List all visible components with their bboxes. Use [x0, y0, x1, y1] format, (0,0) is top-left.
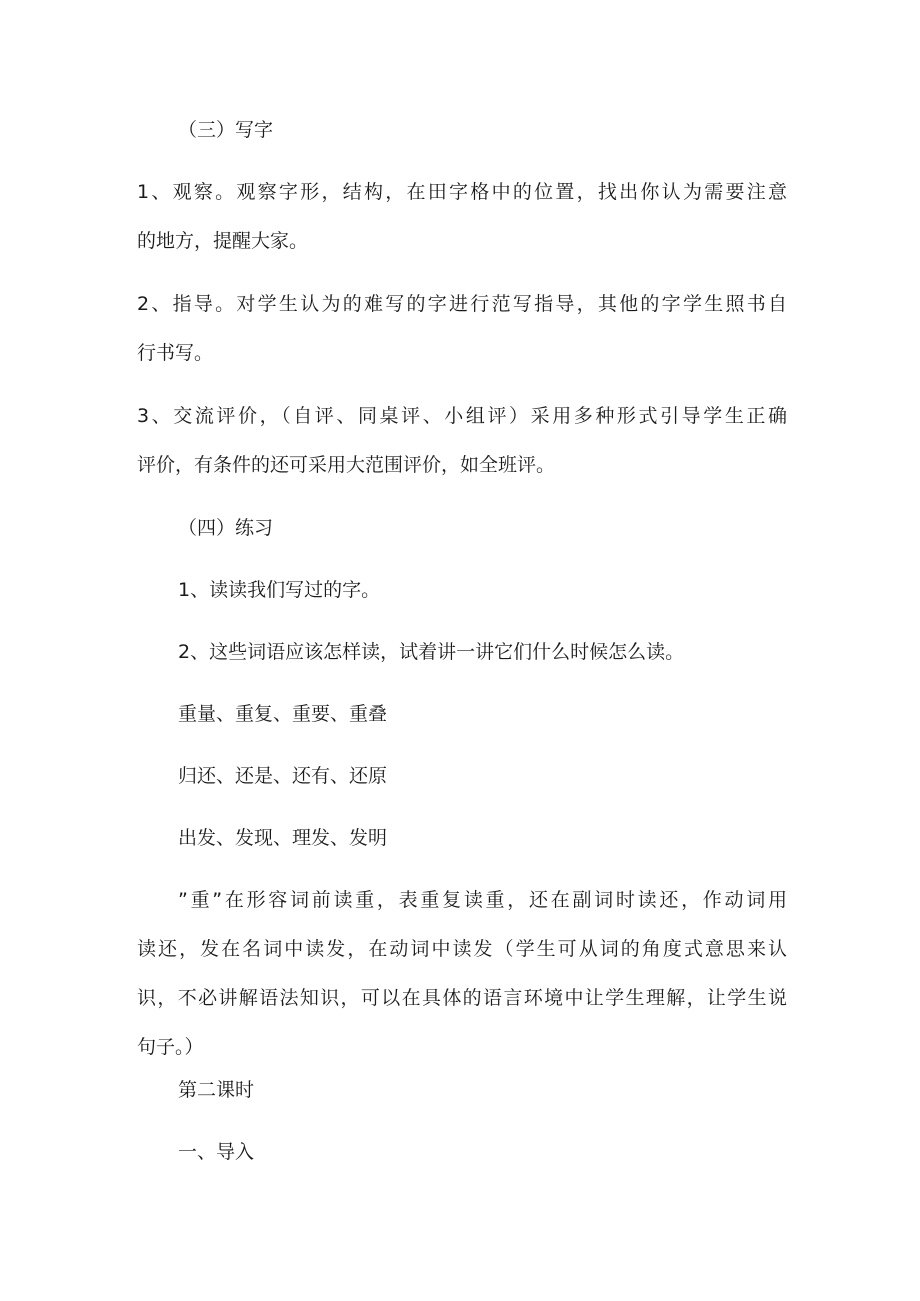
section-heading-practice: （四）练习	[178, 517, 274, 539]
paragraph-evaluate-line-1: 3、交流评价，（自评、同桌评、小组评）采用多种形式引导学生正确	[137, 405, 787, 427]
pronunciation-note-line-2: 读还，发在名词中读发，在动词中读发（学生可从词的角度式意思来认	[137, 938, 787, 960]
introduction-heading: 一、导入	[178, 1141, 255, 1163]
paragraph-observe-line-2: 的地方，提醒大家。	[137, 230, 309, 252]
word-group-fa: 出发、发现、理发、发明	[178, 827, 388, 849]
word-group-huan: 归还、还是、还有、还原	[178, 765, 388, 787]
exercise-item-2: 2、这些词语应该怎样读，试着讲一讲它们什么时候怎么读。	[178, 641, 685, 663]
pronunciation-note-line-1: ”重”在形容词前读重，表重复读重，还在副词时读还，作动词用	[178, 889, 787, 911]
paragraph-evaluate-line-2: 评价，有条件的还可采用大范围评价，如全班评。	[137, 454, 556, 476]
pronunciation-note-line-4: 句子。）	[137, 1036, 204, 1058]
pronunciation-note-line-3: 识，不必讲解语法知识，可以在具体的语言环境中让学生理解，让学生说	[137, 987, 787, 1009]
paragraph-guide-line-1: 2、指导。对学生认为的难写的字进行范写指导，其他的字学生照书自	[137, 293, 787, 315]
exercise-item-1: 1、读读我们写过的字。	[178, 579, 381, 601]
paragraph-guide-line-2: 行书写。	[137, 342, 214, 364]
paragraph-observe-line-1: 1、观察。观察字形，结构，在田字格中的位置，找出你认为需要注意	[137, 181, 787, 203]
lesson-two-heading: 第二课时	[178, 1079, 255, 1101]
word-group-zhong: 重量、重复、重要、重叠	[178, 703, 388, 725]
section-heading-writing: （三）写字	[178, 119, 274, 141]
